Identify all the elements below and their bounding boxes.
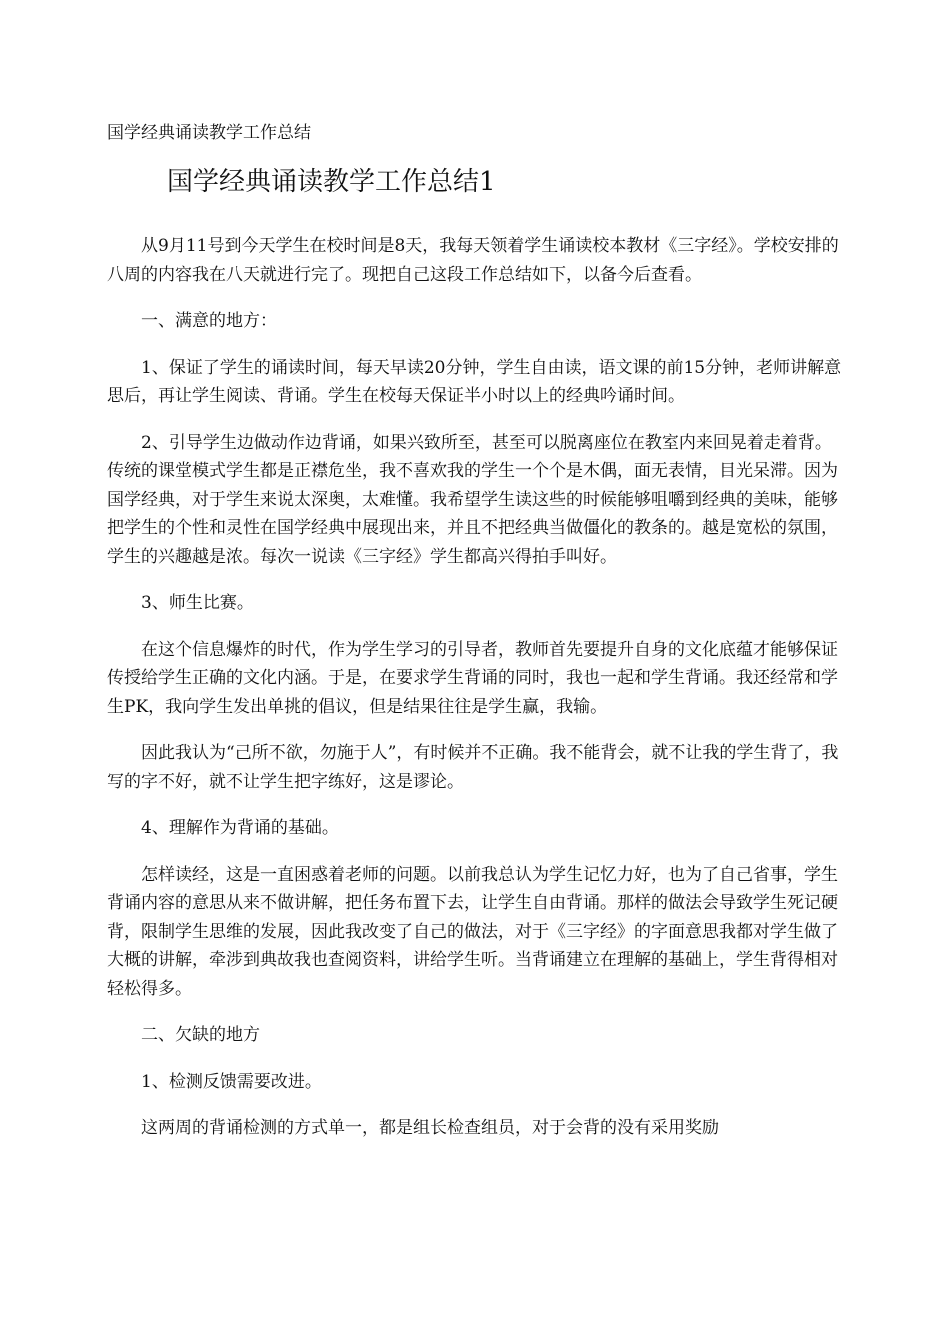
subheading-point-4: 4、理解作为背诵的基础。: [141, 818, 339, 838]
document-header: 国学经典诵读教学工作总结: [107, 123, 311, 143]
paragraph-point-2: 2、引导学生边做动作边背诵，如果兴致所至，甚至可以脱离座位在教室内来回晃着走着背。传统的课堂模式学生都是正襟危坐，我不喜欢我的学生一个个是木偶，面无表情，目光呆滞。因为国学经典，对于学生来说太深奥，太难懂。我希望学生读这些的时候能够咀嚼到经典的美味，能够把学生的个性和灵性在国学经典中展现出来，并且不把经典当做僵化的教条的。越是宽松的氛围，学生的兴趣越是浓。每次一说读《三字经》学生都高兴得拍手叫好。: [107, 432, 838, 567]
paragraph-deficiency-1-body: 这两周的背诵检测的方式单一，都是组长检查组员，对于会背的没有采用奖励: [141, 1118, 719, 1138]
paragraph-point-1: 1、保证了学生的诵读时间，每天早读20分钟，学生自由读，语文课的前15分钟，老师讲解意思后，再让学生阅读、背诵。学生在校每天保证半小时以上的经典吟诵时间。: [107, 357, 842, 406]
document-body: [107, 232, 845, 1161]
paragraph-point-3-conclusion: 因此我认为“己所不欲，勿施于人”，有时候并不正确。我不能背会，就不让我的学生背了，我写的字不好，就不让学生把字练好，这是谬论。: [107, 743, 839, 792]
paragraph-intro: 从9月11号到今天学生在校时间是8天，我每天领着学生诵读校本教材《三字经》。学校安排的八周的内容我在八天就进行完了。现把自己这段工作总结如下，以备今后查看。: [107, 236, 839, 285]
section-heading-satisfied: 一、满意的地方：: [141, 311, 277, 331]
section-heading-deficiencies: 二、欠缺的地方: [141, 1025, 260, 1045]
document-title: 国学经典诵读教学工作总结1: [167, 167, 496, 197]
subheading-deficiency-1: 1、检测反馈需要改进。: [141, 1071, 322, 1092]
paragraph-point-3-body: 在这个信息爆炸的时代，作为学生学习的引导者，教师首先要提升自身的文化底蕴才能够保证传授给学生正确的文化内涵。于是，在要求学生背诵的同时，我也一起和学生背诵。我还经常和学生PK，我向学生发出单挑的倡议，但是结果往往是学生赢，我输。: [107, 639, 838, 717]
paragraph-point-4-body: 怎样读经，这是一直困惑着老师的问题。以前我总认为学生记忆力好，也为了自己省事，学生背诵内容的意思从来不做讲解，把任务布置下去，让学生自由背诵。那样的做法会导致学生死记硬背，限制学生思维的发展，因此我改变了自己的做法，对于《三字经》的字面意思我都对学生做了大概的讲解，牵涉到典故我也查阅资料，讲给学生听。当背诵建立在理解的基础上，学生背得相对轻松得多。: [107, 864, 838, 999]
subheading-point-3: 3、师生比赛。: [141, 593, 254, 613]
